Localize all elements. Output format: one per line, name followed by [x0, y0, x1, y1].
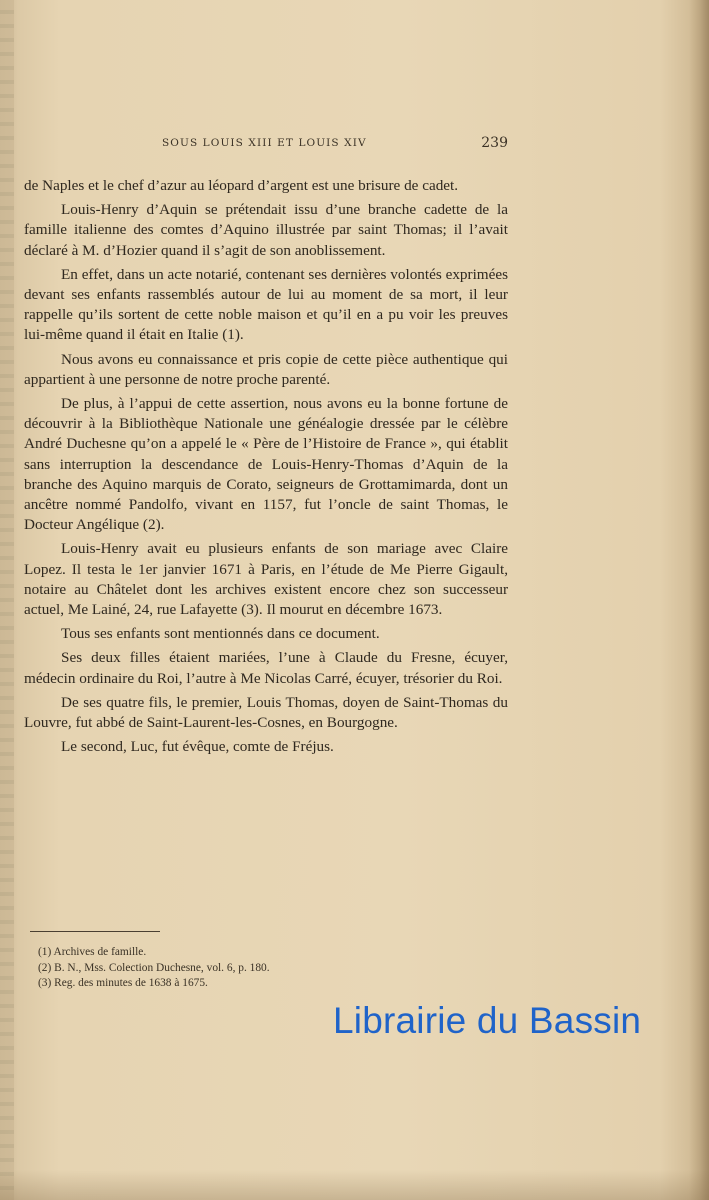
paragraph: De plus, à l’appui de cette assertion, nous avons eu la bonne fortune de découvrir à la Bibliothèque Nationale une généalogie dressée par le célèbre André Duchesne qu’on a appelé le « Père de l’Histoire de France », qui établit sans interruption la descendance de Louis-Henry-Thomas d’Aquin de la branche des Aquino marquis de Corato, seigneurs de Grottamimarda, dont un ancêtre nommé Pandolfo, vivant en 1157, fut l’oncle de saint Thomas, le Docteur Angélique (2).: [24, 395, 508, 534]
footnote: (2) B. N., Mss. Colection Duchesne, vol. 6, p. 180.: [38, 961, 270, 974]
footnote: (1) Archives de famille.: [38, 946, 147, 958]
footnotes: [38, 945, 478, 992]
paragraph: En effet, dans un acte notarié, contenant ses dernières volontés exprimées devant ses enfants rassemblés autour de lui au moment de sa mort, il leur rappelle qu’ils sortent de cette noble maison et qu’il en a pu voir les preuves lui-même quand il était en Italie (1).: [24, 265, 508, 344]
paragraph: Louis-Henry avait eu plusieurs enfants de son mariage avec Claire Lopez. Il testa le 1er janvier 1671 à Paris, en l’étude de Me Pierre Gigault, notaire au Châtelet dont les archives existent encore chez son successeur actuel, Me Lainé, 24, rue Lafayette (3). Il mourut en décembre 1673.: [24, 540, 508, 619]
page-right-shadow: [689, 0, 709, 1200]
footnote: (3) Reg. des minutes de 1638 à 1675.: [38, 977, 208, 989]
paragraph: Louis-Henry d’Aquin se prétendait issu d’une branche cadette de la famille italienne des comtes d’Aquino illustrée par saint Thomas; il l’avait déclaré à M. d’Hozier quand il s’agit de son anoblissement.: [24, 201, 508, 259]
paragraph: De ses quatre fils, le premier, Louis Thomas, doyen de Saint-Thomas du Louvre, fut abbé de Saint-Laurent-les-Cosnes, en Bourgogne.: [24, 693, 508, 732]
paragraph: de Naples et le chef d’azur au léopard d’argent est une brisure de cadet.: [24, 177, 459, 194]
paragraph: Nous avons eu connaissance et pris copie de cette pièce authentique qui appartient à une personne de notre proche parenté.: [24, 350, 508, 388]
page-header: [24, 137, 508, 153]
page-bottom-shadow: [0, 1170, 709, 1200]
paragraph: Le second, Luc, fut évêque, comte de Fréjus.: [61, 738, 334, 756]
running-head: SOUS LOUIS XIII ET LOUIS XIV: [162, 137, 367, 149]
paragraph: Tous ses enfants sont mentionnés dans ce document.: [61, 625, 380, 643]
footnote-divider: [30, 931, 160, 932]
page-stack-edge: [0, 0, 14, 1200]
watermark-text: Librairie du Bassin: [333, 1000, 642, 1041]
paragraph: Ses deux filles étaient mariées, l’une à Claude du Fresne, écuyer, médecin ordinaire du Roi, l’autre à Me Nicolas Carré, écuyer, trésorier du Roi.: [24, 649, 508, 687]
body-text: [24, 176, 508, 761]
page-number: 239: [481, 135, 508, 151]
